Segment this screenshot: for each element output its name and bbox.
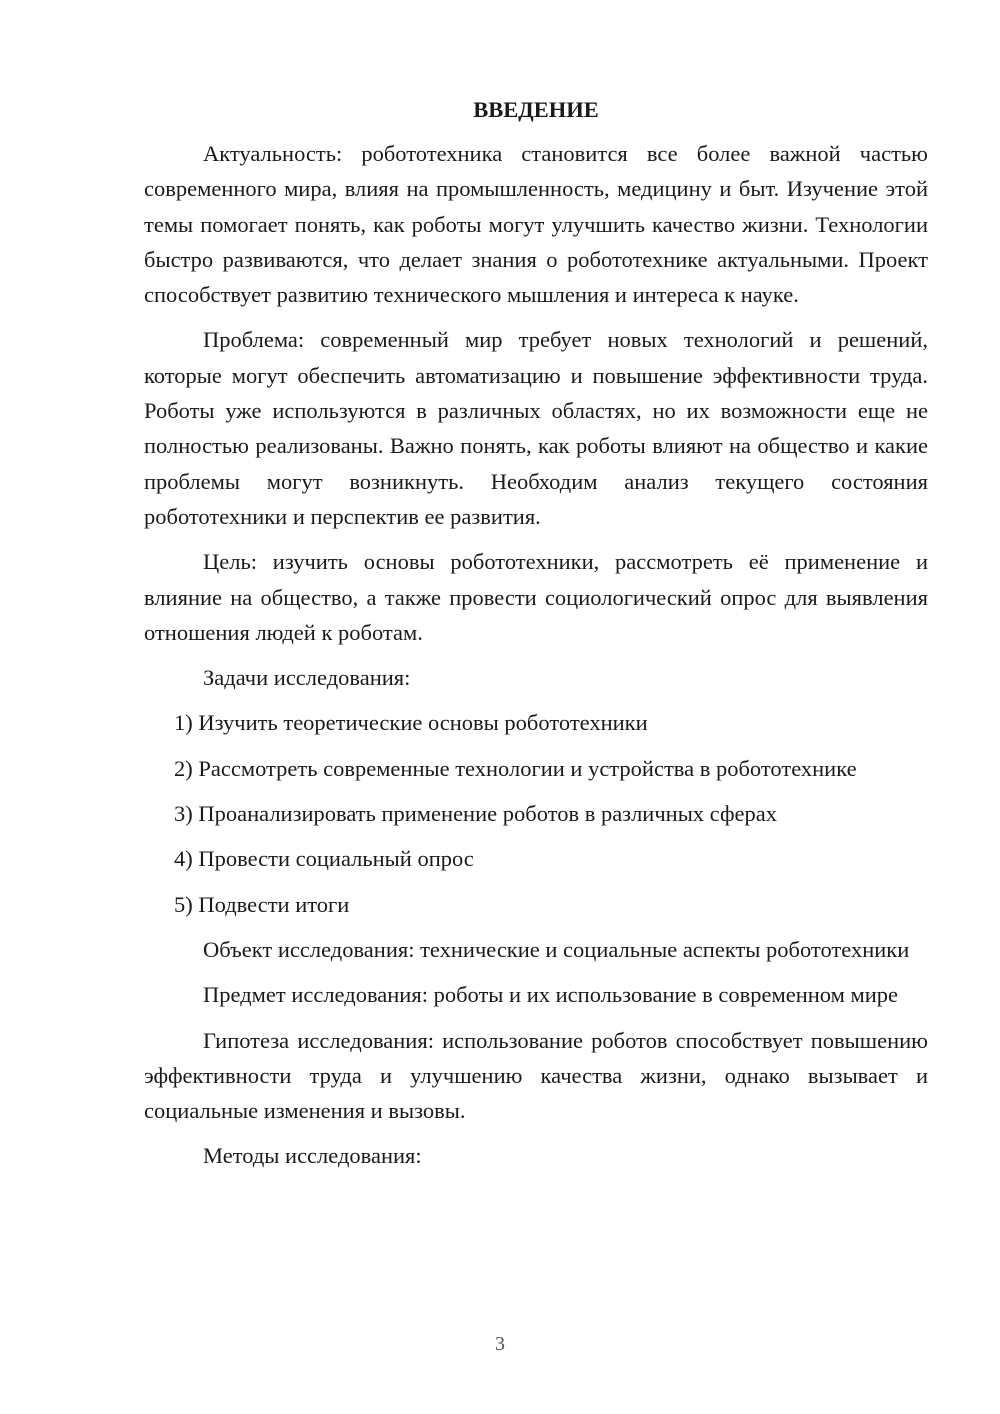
section-title: ВВЕДЕНИЕ bbox=[473, 97, 599, 122]
tasks-list bbox=[144, 705, 928, 921]
relevance-paragraph: Актуальность: робототехника становится все более важной частью современного мира, влияя на промышленность, медицину и быт. Изучение этой темы помогает понять, как роботы могут улучшить качество жизни. Технологии быстро развиваются, что делает знания о робототехнике актуальными. Проект способствует развитию технического мышления и интереса к науке. bbox=[144, 141, 928, 308]
problem-paragraph: Проблема: современный мир требует новых технологий и решений, которые могут обеспечить автоматизацию и повышение эффективности труда. Роботы уже используются в различных областях, но их возможности еще не полностью реализованы. Важно понять, как роботы влияют на общество и какие проблемы могут возникнуть. Необходим анализ текущего состояния робототехники и перспектив ее развития. bbox=[144, 327, 928, 529]
task-item: 2) Рассмотреть современные технологии и устройства в робототехнике bbox=[174, 755, 857, 781]
tasks-heading: Задачи исследования: bbox=[203, 665, 411, 691]
goal-paragraph: Цель: изучить основы робототехники, рассмотреть её применение и влияние на общество, а также провести социологический опрос для выявления отношения людей к роботам. bbox=[144, 549, 928, 645]
object-paragraph: Объект исследования: технические и социальные аспекты робототехники bbox=[203, 936, 910, 962]
subject-paragraph: Предмет исследования: роботы и их использование в современном мире bbox=[203, 982, 899, 1008]
task-item: 3) Проанализировать применение роботов в различных сферах bbox=[174, 801, 777, 827]
hypothesis-paragraph: Гипотеза исследования: использование роботов способствует повышению эффективности труда и улучшению качества жизни, однако вызывает и социальные изменения и вызовы. bbox=[144, 1027, 928, 1124]
methods-heading: Методы исследования: bbox=[203, 1143, 422, 1169]
task-item: 1) Изучить теоретические основы робототехники bbox=[174, 710, 648, 736]
task-item: 5) Подвести итоги bbox=[174, 891, 350, 917]
page-number: 3 bbox=[495, 1333, 505, 1355]
task-item: 4) Провести социальный опрос bbox=[174, 846, 474, 872]
page-content bbox=[144, 90, 928, 1184]
